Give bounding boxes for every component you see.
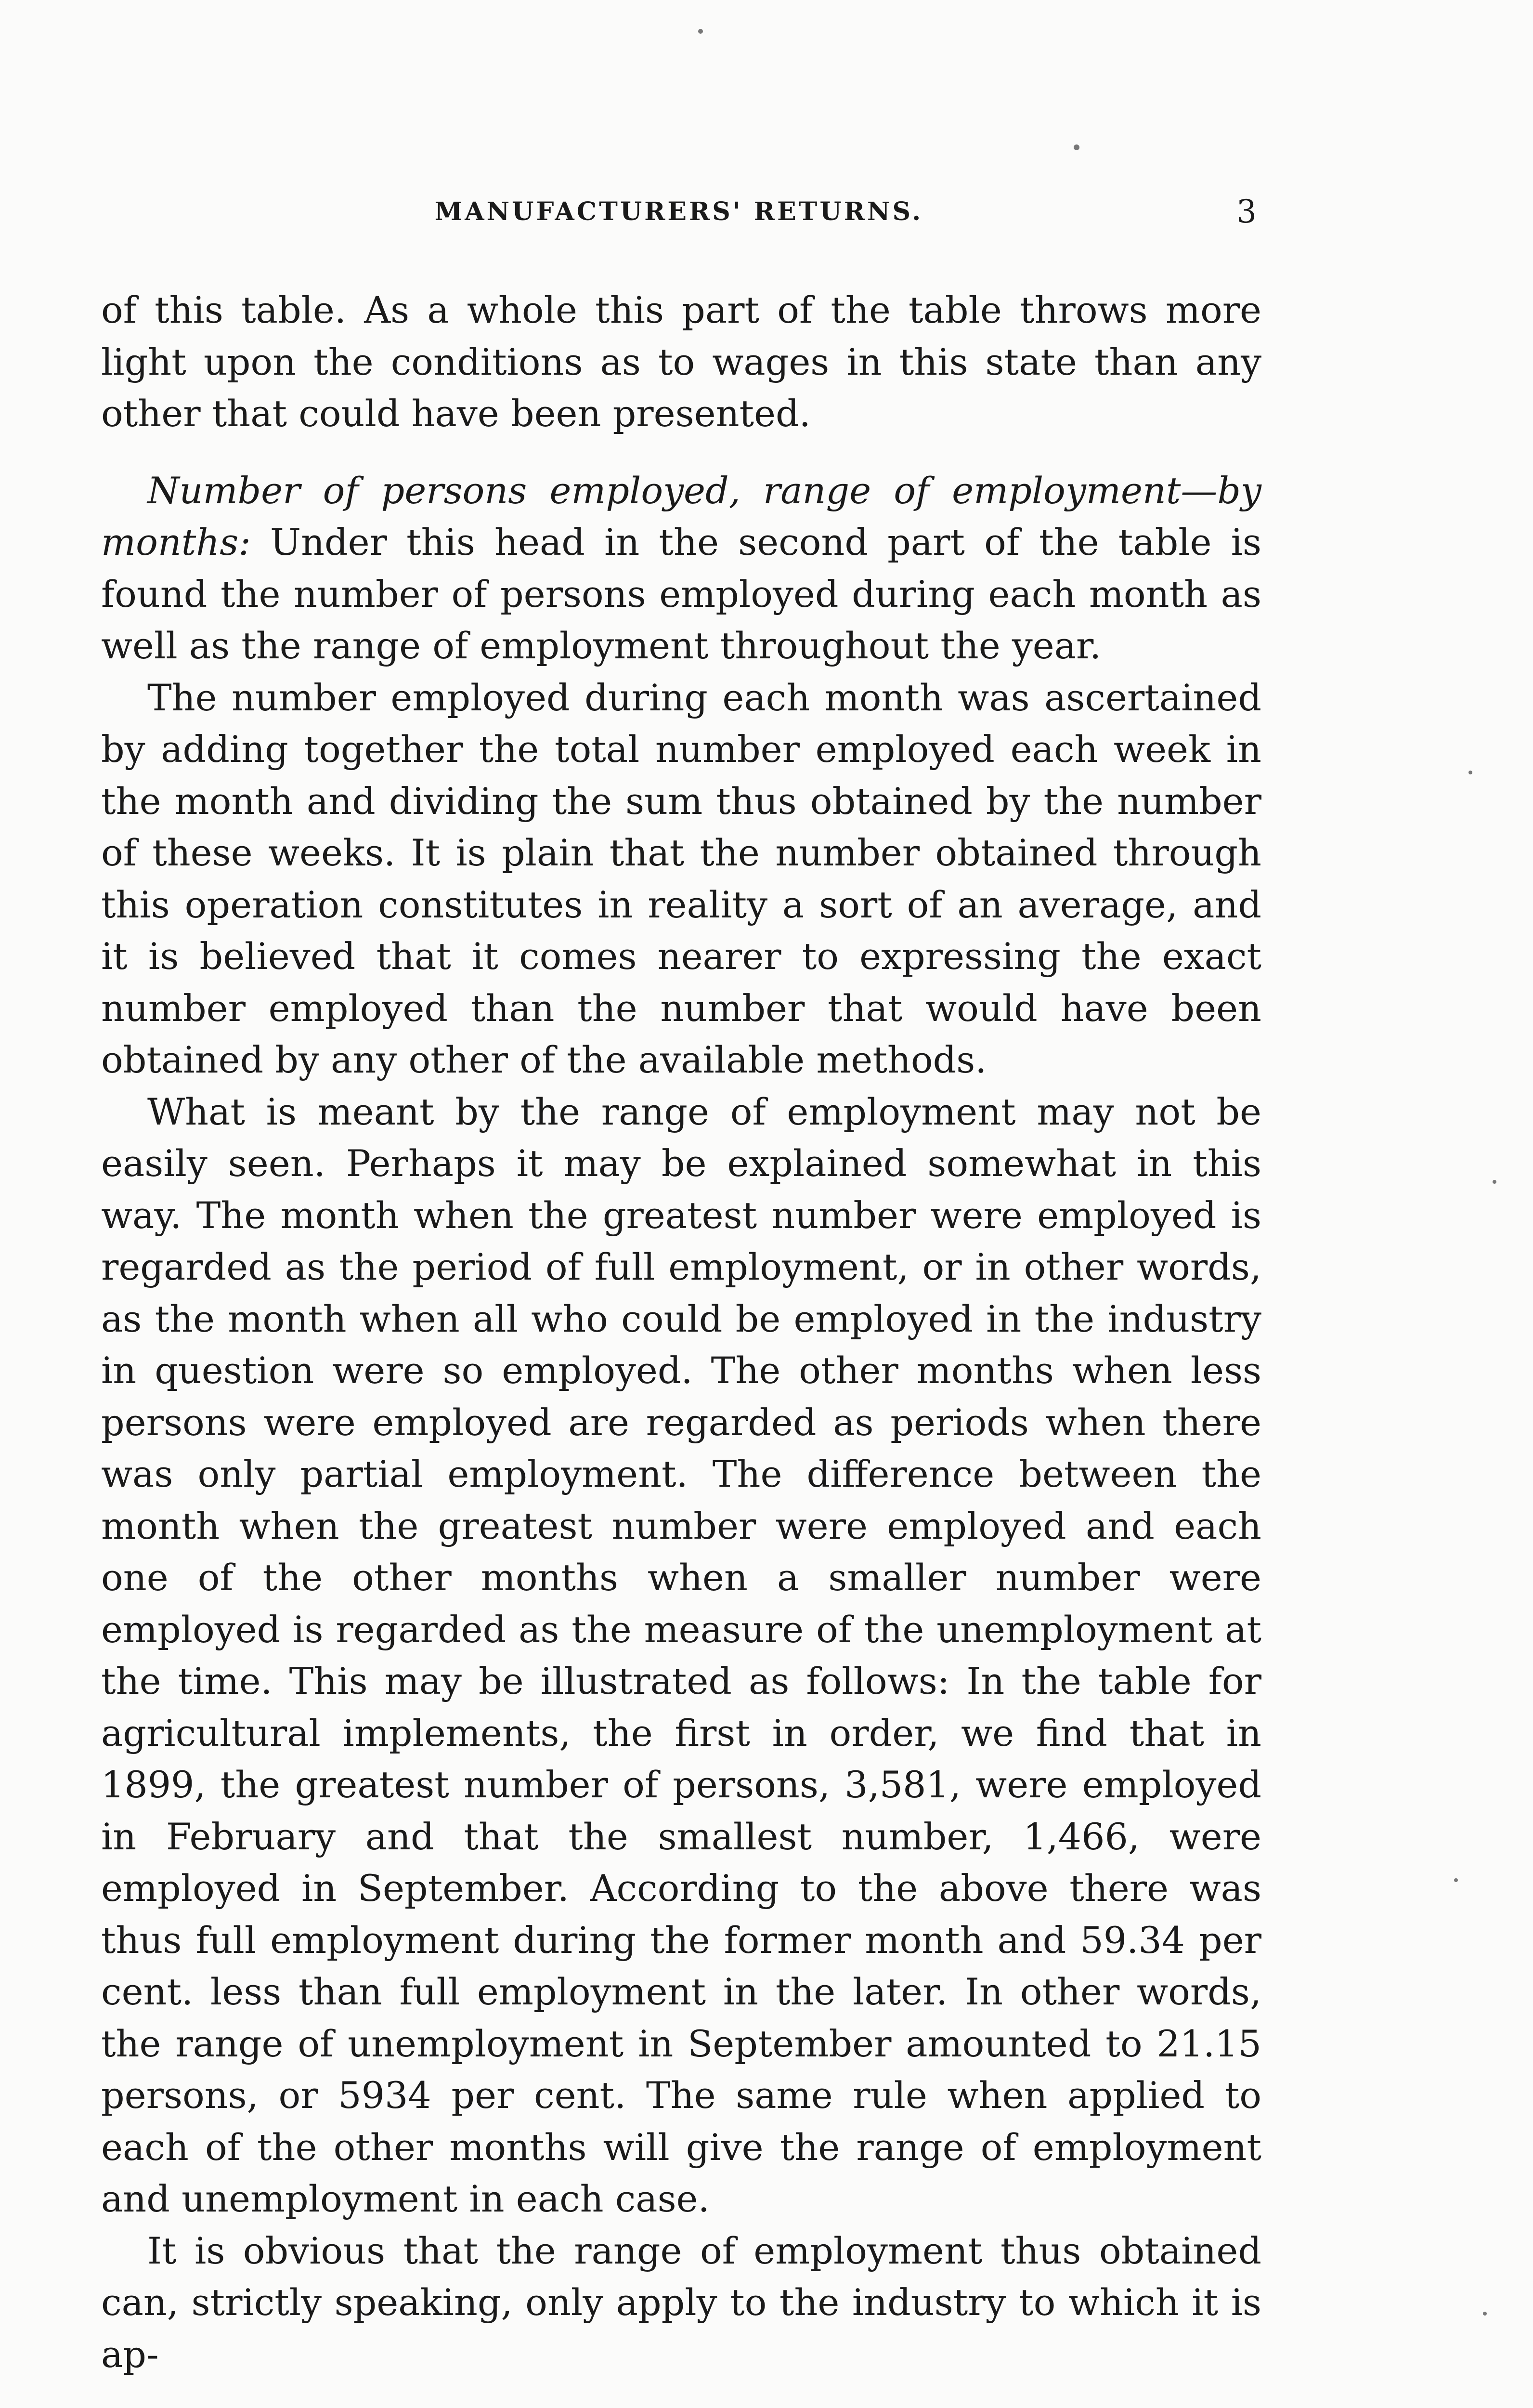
margin-speck [1483,2312,1487,2316]
page-number: 3 [1236,193,1257,230]
body-text [101,284,1261,2380]
margin-speck [1454,1878,1458,1882]
margin-speck [698,29,703,34]
paragraph-4 [101,1086,1261,2225]
margin-speck [1468,771,1472,774]
paragraph-2-text: Under this head in the second part of the table is found the number of persons employed during each month as well as the range of employment throughout the year. [101,521,1261,667]
paragraph-3-text: The number employed during each month was ascertained by adding together the total number employed each week in the month and dividing the sum thus obtained by the number of these weeks. It is plain that the number obtained through this operation constitutes in reality a sort of an average, and it is believed that it comes nearer to expressing the exact number employed than the number that would have been obtained by any other of the available methods. [101,676,1261,1081]
paragraph-5 [101,2225,1261,2381]
margin-speck [1493,1180,1496,1184]
paragraph-3 [101,672,1261,1086]
paragraph-1 [101,284,1261,440]
margin-speck [1074,144,1079,150]
paragraph-4-text: What is meant by the range of employment may not be easily seen. Perhaps it may be explained somewhat in this way. The month when the greatest number were employed is regarded as the period of full employment, or in other words, as the month when all who could be employed in the industry in question were so employed. The other months when less persons were employed are regarded as periods when there was only partial employment. The difference between the month when the greatest number were employed and each one of the other months when a smaller number were employed is regarded as the measure of the unemployment at the time. This may be illustrated as follows: In the table for agricultural implements, the first in order, we find that in 1899, the greatest number of persons, 3,581, were employed in February and that the smallest number, 1,466, were employed in September. According to the above there was thus full employment during the former month and 59.34 per cent. less than full employment in the later. In other words, the range of unemployment in September amounted to 21.15 persons, or 5934 per cent. The same rule when applied to each of the other months will give the range of employment and unemployment in each case. [101,1090,1261,2220]
paragraph-5-text: It is obvious that the range of employment thus obtained can, strictly speaking, only apply to the industry to which it is ap- [101,2229,1261,2376]
paragraph-2 [101,465,1261,672]
page-header [101,188,1257,236]
paragraph-2-subhead: Number of persons employed, range of employment—by months: [101,469,1261,563]
paragraph-1-text: of this table. As a whole this part of the table throws more light upon the conditions as to wages in this state than any other that could have been presented. [101,288,1261,435]
running-head: MANUFACTURERS' RETURNS. [434,197,923,226]
